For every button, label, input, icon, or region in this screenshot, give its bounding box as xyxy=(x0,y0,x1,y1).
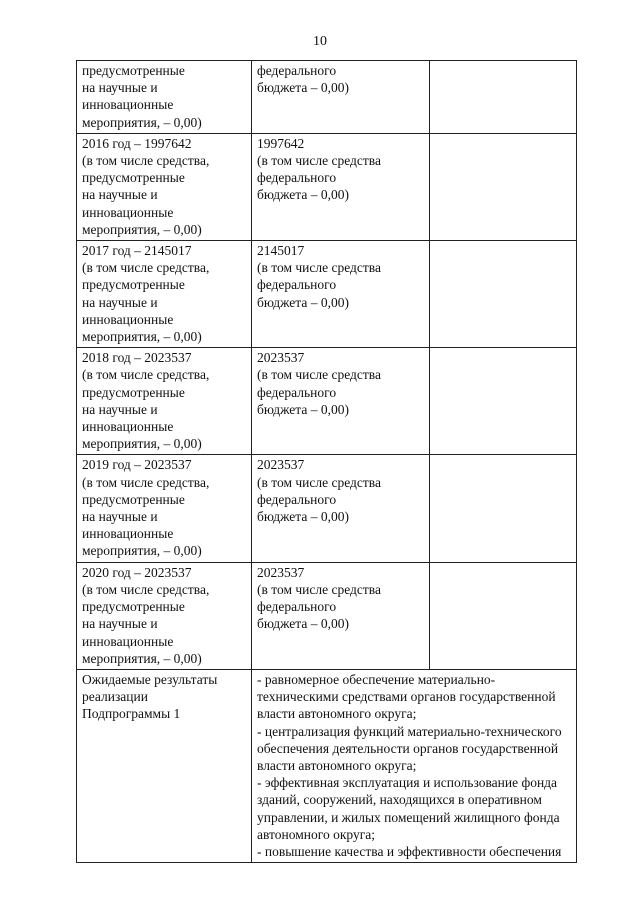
expected-results-list xyxy=(252,669,577,862)
funding-budget-cell xyxy=(252,241,430,348)
cell-text-line: бюджета – 0,00) xyxy=(257,509,349,525)
cell-text-line: мероприятия, – 0,00) xyxy=(82,221,202,237)
funding-budget-cell xyxy=(252,61,430,134)
cell-text-line: федерального xyxy=(257,599,337,615)
cell-text-line: (в том числе средства, xyxy=(82,153,210,169)
cell-text-line: инновационные xyxy=(82,526,174,542)
cell-text-line: инновационные xyxy=(82,633,174,649)
cell-text-line: инновационные xyxy=(82,97,174,113)
page-number: 10 xyxy=(313,34,327,49)
empty-cell xyxy=(430,562,577,669)
cell-text-line: мероприятия, – 0,00) xyxy=(82,329,202,345)
cell-text-line: (в том числе средства, xyxy=(82,367,210,383)
cell-text-line: бюджета – 0,00) xyxy=(257,616,349,632)
cell-text-line: (в том числе средства, xyxy=(82,474,210,490)
cell-text-line: мероприятия, – 0,00) xyxy=(82,114,202,130)
cell-text-line: на научные и xyxy=(82,80,158,96)
empty-cell xyxy=(430,61,577,134)
cell-text-line: 2018 год – 2023537 xyxy=(82,350,192,366)
cell-text-line: предусмотренные xyxy=(82,599,185,615)
funding-row xyxy=(77,61,577,134)
cell-text-line: бюджета – 0,00) xyxy=(257,80,349,96)
funding-row xyxy=(77,348,577,455)
cell-text-line: 2017 год – 2145017 xyxy=(82,243,192,259)
expected-results-label xyxy=(77,669,252,862)
cell-text-line: 2023537 xyxy=(257,564,305,580)
cell-text-line: (в том числе средства xyxy=(257,474,381,490)
cell-text-line: предусмотренные xyxy=(82,384,185,400)
cell-text-line: предусмотренные xyxy=(82,63,185,78)
cell-text-line: федерального xyxy=(257,170,337,186)
result-item: - повышение качества и эффективности обеспечения xyxy=(257,843,562,859)
subprogram-passport-table xyxy=(76,60,577,863)
funding-total-cell xyxy=(77,348,252,455)
label-text-line: Подпрограммы 1 xyxy=(82,706,181,722)
cell-text-line: на научные и xyxy=(82,616,158,632)
label-text-line: Ожидаемые результаты xyxy=(82,671,218,687)
funding-row xyxy=(77,562,577,669)
cell-text-line: на научные и xyxy=(82,509,158,525)
cell-text-line: 2145017 xyxy=(257,243,305,259)
funding-total-cell xyxy=(77,241,252,348)
funding-total-cell xyxy=(77,562,252,669)
funding-row xyxy=(77,241,577,348)
cell-text-line: (в том числе средства, xyxy=(82,260,210,276)
cell-text-line: 2020 год – 2023537 xyxy=(82,564,192,580)
cell-text-line: инновационные xyxy=(82,311,174,327)
cell-text-line: (в том числе средства xyxy=(257,367,381,383)
funding-total-cell xyxy=(77,133,252,240)
cell-text-line: федерального xyxy=(257,63,337,78)
cell-text-line: федерального xyxy=(257,384,337,400)
cell-text-line: предусмотренные xyxy=(82,277,185,293)
funding-budget-cell xyxy=(252,348,430,455)
cell-text-line: на научные и xyxy=(82,401,158,417)
funding-budget-cell xyxy=(252,133,430,240)
empty-cell xyxy=(430,133,577,240)
cell-text-line: мероприятия, – 0,00) xyxy=(82,543,202,559)
funding-row xyxy=(77,133,577,240)
cell-text-line: (в том числе средства xyxy=(257,260,381,276)
cell-text-line: предусмотренные xyxy=(82,491,185,507)
cell-text-line: мероприятия, – 0,00) xyxy=(82,650,202,666)
funding-total-cell xyxy=(77,61,252,134)
cell-text-line: инновационные xyxy=(82,419,174,435)
result-item: - эффективная эксплуатация и использование фонда зданий, сооружений, находящихся в оперативном управлении, и жилых помещений жилищного фонда автономного округа; xyxy=(257,775,560,842)
result-item: - централизация функций материально-технического обеспечения деятельности органов государственной власти автономного округа; xyxy=(257,723,562,773)
cell-text-line: бюджета – 0,00) xyxy=(257,187,349,203)
result-item: - равномерное обеспечение материально-техническими средствами органов государственной власти автономного округа; xyxy=(257,671,556,722)
cell-text-line: федерального xyxy=(257,491,337,507)
cell-text-line: 1997642 xyxy=(257,135,305,151)
cell-text-line: 2023537 xyxy=(257,350,305,366)
label-text-line: реализации xyxy=(82,689,148,705)
cell-text-line: на научные и xyxy=(82,187,158,203)
expected-results-row xyxy=(77,669,577,862)
funding-row xyxy=(77,455,577,562)
cell-text-line: (в том числе средства xyxy=(257,581,381,597)
cell-text-line: 2019 год – 2023537 xyxy=(82,457,192,473)
cell-text-line: бюджета – 0,00) xyxy=(257,294,349,310)
empty-cell xyxy=(430,348,577,455)
empty-cell xyxy=(430,241,577,348)
cell-text-line: мероприятия, – 0,00) xyxy=(82,436,202,452)
funding-budget-cell xyxy=(252,455,430,562)
funding-total-cell xyxy=(77,455,252,562)
cell-text-line: (в том числе средства xyxy=(257,153,381,169)
cell-text-line: предусмотренные xyxy=(82,170,185,186)
cell-text-line: 2023537 xyxy=(257,457,305,473)
cell-text-line: (в том числе средства, xyxy=(82,581,210,597)
cell-text-line: 2016 год – 1997642 xyxy=(82,135,192,151)
cell-text-line: федерального xyxy=(257,277,337,293)
cell-text-line: бюджета – 0,00) xyxy=(257,401,349,417)
cell-text-line: инновационные xyxy=(82,204,174,220)
funding-budget-cell xyxy=(252,562,430,669)
empty-cell xyxy=(430,455,577,562)
cell-text-line: на научные и xyxy=(82,294,158,310)
